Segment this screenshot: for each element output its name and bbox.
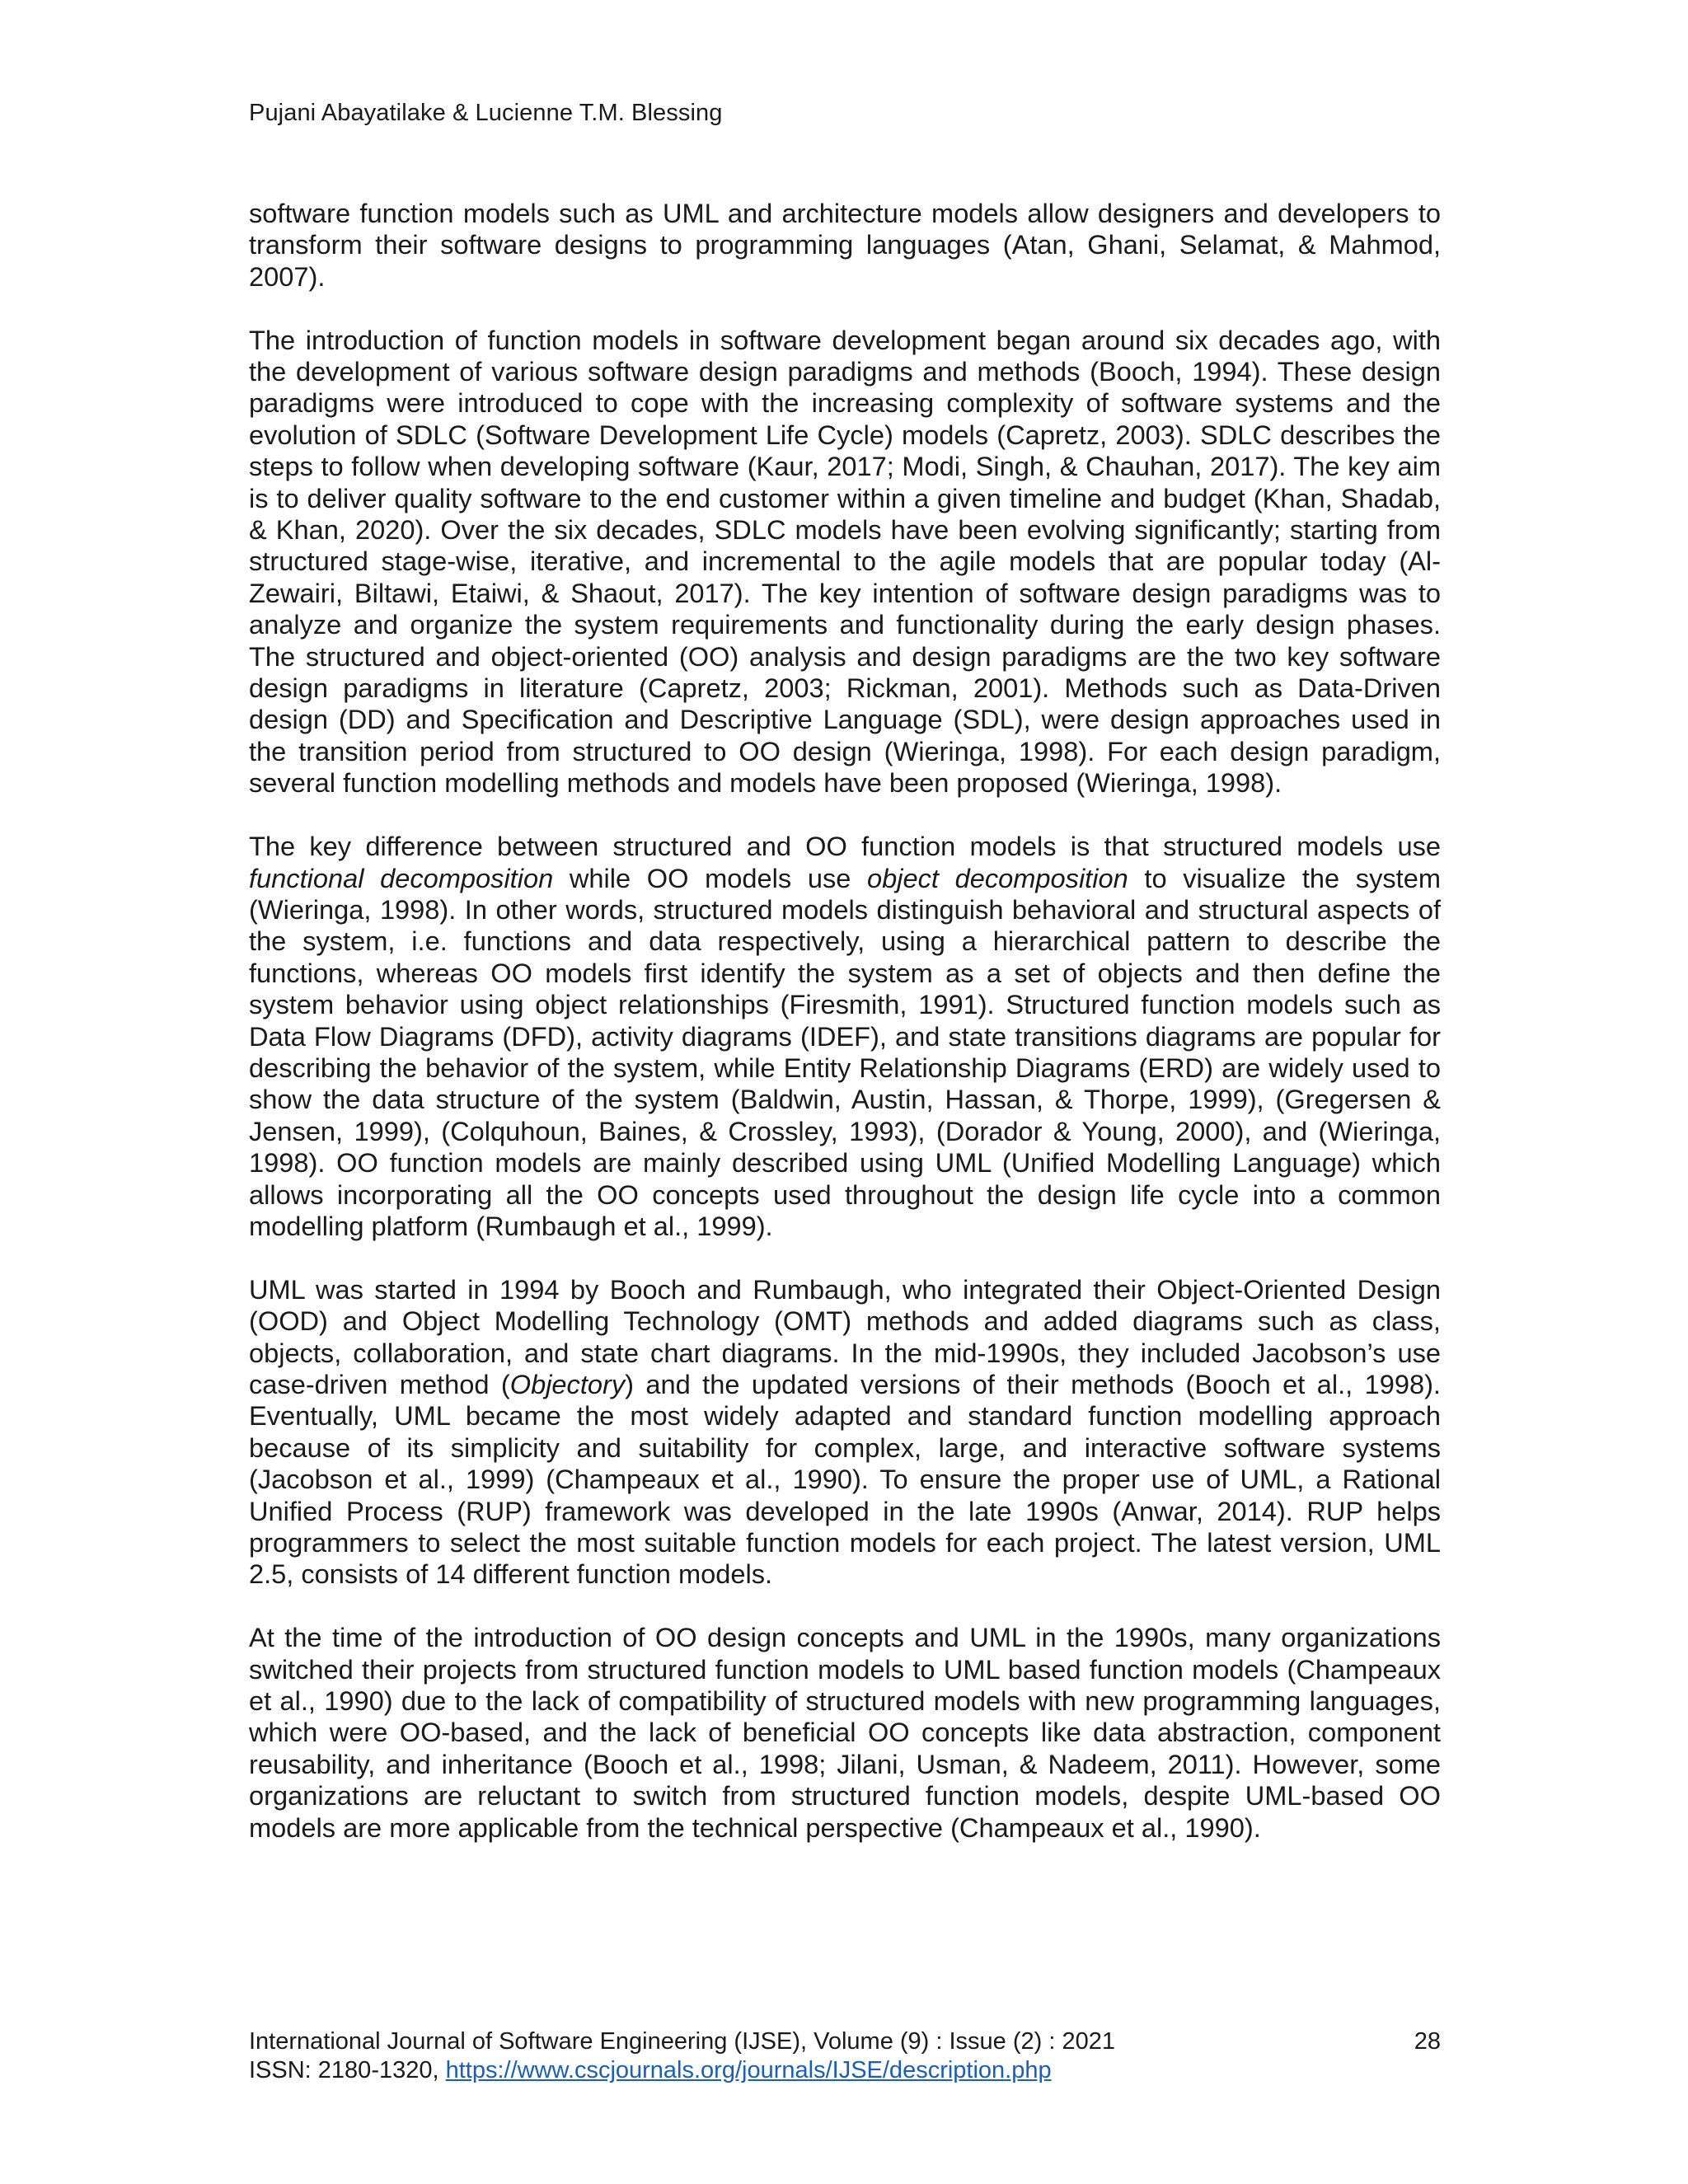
paragraph-1: software function models such as UML and architecture models allow designers and developers to transform their software designs to programming languages (Atan, Ghani, Selamat, & Mahmod, 2007).: [249, 198, 1441, 292]
paragraph-3-text-b: while OO models use: [553, 862, 868, 893]
paragraph-3: [249, 831, 1441, 1242]
body-text: [249, 198, 1441, 1844]
paragraph-4-text-b: ) and the updated versions of their methods (Booch et al., 1998). Eventually, UML became the most widely adapted and standard function modelling approach because of its simplicity and suitability for complex, large, and interactive software systems (Jacobson et al., 1999) (Champeaux et al., 1990). To ensure the proper use of UML, a Rational Unified Process (RUP) framework was developed in the late 1990s (Anwar, 2014). RUP helps programmers to select the most suitable function models for each project. The latest version, UML 2.5, consists of 14 different function models.: [249, 1368, 1441, 1590]
emphasis-functional-decomposition: functional decomposition: [249, 862, 554, 893]
paragraph-5: At the time of the introduction of OO design concepts and UML in the 1990s, many organizations switched their projects from structured function models to UML based function models (Champeaux et al., 1990) due to the lack of compatibility of structured models with new programming languages, which were OO-based, and the lack of beneficial OO concepts like data abstraction, component reusability, and inheritance (Booch et al., 1998; Jilani, Usman, & Nadeem, 2011). However, some organizations are reluctant to switch from structured function models, despite UML-based OO models are more applicable from the technical perspective (Champeaux et al., 1990).: [249, 1622, 1441, 1843]
paragraph-4-text-a: UML was started in 1994 by Booch and Rumbaugh, who integrated their Object-Oriented Design (OOD) and Object Modelling Technology (OMT) methods and added diagrams such as class, objects, collaboration, and state chart diagrams. In the mid-1990s, they included Jacobson’s use case-driven method (: [249, 1273, 1441, 1399]
footer-journal-line: [249, 2027, 1441, 2056]
paragraph-4: [249, 1274, 1441, 1591]
footer-journal-info: International Journal of Software Engineering (IJSE), Volume (9) : Issue (2) : 2021: [249, 2028, 1115, 2055]
footer-issn: ISSN: 2180-1320,: [249, 2057, 446, 2083]
paragraph-2: The introduction of function models in software development began around six decades ago, with the development of various software design paradigms and methods (Booch, 1994). These design paradigms were introduced to cope with the increasing complexity of software systems and the evolution of SDLC (Software Development Life Cycle) models (Capretz, 2003). SDLC describes the steps to follow when developing software (Kaur, 2017; Modi, Singh, & Chauhan, 2017). The key aim is to deliver quality software to the end customer within a given timeline and budget (Khan, Shadab, & Khan, 2020). Over the six decades, SDLC models have been evolving significantly; starting from structured stage-wise, iterative, and incremental to the agile models that are popular today (Al-Zewairi, Biltawi, Etaiwi, & Shaout, 2017). The key intention of software design paradigms was to analyze and organize the system requirements and functionality during the early design phases. The structured and object-oriented (OO) analysis and design paradigms are the two key software design paradigms in literature (Capretz, 2003; Rickman, 2001). Methods such as Data-Driven design (DD) and Specification and Descriptive Language (SDL), were design approaches used in the transition period from structured to OO design (Wieringa, 1998). For each design paradigm, several function modelling methods and models have been proposed (Wieringa, 1998).: [249, 324, 1441, 799]
paragraph-3-text-c: to visualize the system (Wieringa, 1998). In other words, structured models distinguish behavioral and structural aspects of the system, i.e. functions and data respectively, using a hierarchical pattern to describe the functions, whereas OO models first identify the system as a set of objects and then define the system behavior using object relationships (Firesmith, 1991). Structured function models such as Data Flow Diagrams (DFD), activity diagrams (IDEF), and state transitions diagrams are popular for describing the behavior of the system, while Entity Relationship Diagrams (ERD) are widely used to show the data structure of the system (Baldwin, Austin, Hassan, & Thorpe, 1999), (Gregersen & Jensen, 1999), (Colquhoun, Baines, & Crossley, 1993), (Dorador & Young, 2000), and (Wieringa, 1998). OO function models are mainly described using UML (Unified Modelling Language) which allows incorporating all the OO concepts used throughout the design life cycle into a common modelling platform (Rumbaugh et al., 1999).: [249, 862, 1441, 1241]
running-header-authors: Pujani Abayatilake & Lucienne T.M. Blessing: [249, 100, 723, 126]
paragraph-3-text-a: The key difference between structured and OO function models is that structured models use: [249, 831, 1441, 862]
emphasis-objectory: Objectory: [509, 1368, 626, 1399]
footer-issn-line: [249, 2056, 1441, 2085]
page-number: 28: [1414, 2028, 1441, 2055]
emphasis-object-decomposition: object decomposition: [867, 862, 1128, 893]
page-footer: [249, 2027, 1441, 2085]
journal-link[interactable]: https://www.cscjournals.org/journals/IJSE/description.php: [445, 2057, 1052, 2083]
